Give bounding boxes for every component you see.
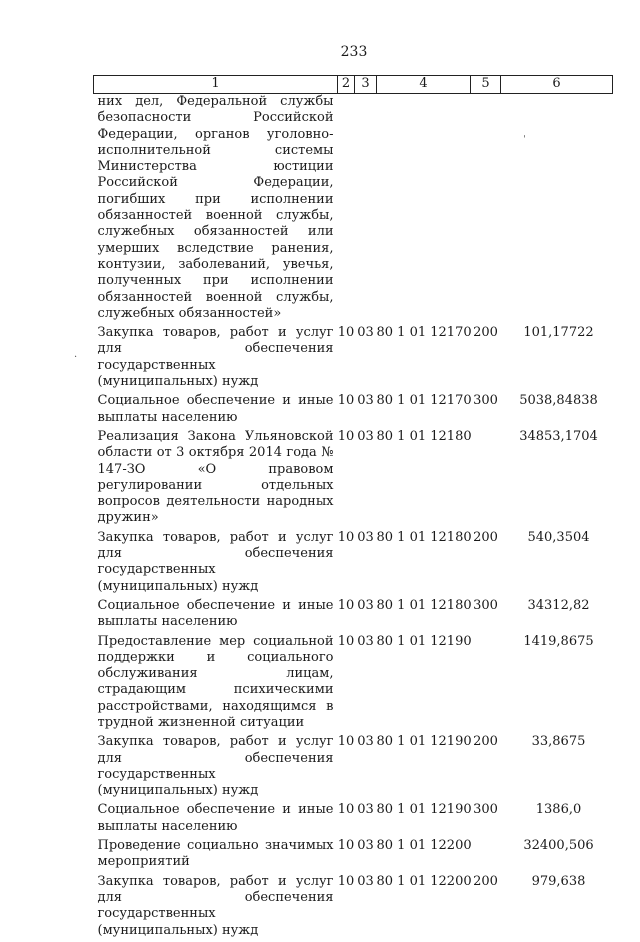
scan-speck: ˌ [523, 128, 526, 139]
cell-vr: 300 [473, 802, 498, 818]
cell-vr: 200 [473, 873, 498, 889]
cell-name: Закупка товаров, работ и услуг для обеспечения государственных (муниципальных) нужд [97, 873, 334, 938]
cell-sum: 32400,506 [523, 838, 594, 854]
cell-rz: 10 [337, 428, 355, 444]
cell-name: них дел, Федеральной службы безопасности Российской Федерации, органов уголовно-исполнительной системы Министерства юстиции Российской Федерации, погибших при исполнении обязанностей военной службы, служебных обязанностей или умерших вследствие ранения, контузии, заболеваний, увечья, полученных при исполнении обязанностей военной службы, служебных обязанностей» [97, 94, 334, 321]
cell-csr: 80 1 01 12190 [376, 734, 472, 750]
cell-csr: 80 1 01 12180 [376, 428, 472, 444]
table-row [94, 94, 613, 326]
cell-vr [471, 838, 501, 874]
cell-rz: 10 [337, 873, 355, 889]
header-col-3: 3 [355, 76, 377, 94]
cell-pr: 03 [357, 873, 374, 889]
cell-pr: 03 [357, 734, 374, 750]
table-row [94, 634, 613, 735]
cell-rz: 10 [337, 529, 355, 545]
cell-sum: 540,3504 [527, 529, 590, 545]
cell-rz: 10 [337, 734, 355, 750]
header-col-4: 4 [377, 76, 471, 94]
cell-csr: 80 1 01 12170 [376, 325, 472, 341]
cell-vr: 200 [473, 734, 498, 750]
cell-vr: 200 [473, 325, 498, 341]
cell-name: Закупка товаров, работ и услуг для обеспечения государственных (муниципальных) нужд [97, 325, 334, 390]
cell-sum: 101,17722 [523, 325, 594, 341]
cell-pr: 03 [357, 393, 374, 409]
cell-pr: 03 [357, 802, 374, 818]
cell-csr: 80 1 01 12190 [376, 633, 472, 649]
cell-csr: 80 1 01 12180 [376, 597, 472, 613]
cell-sum: 979,638 [531, 873, 586, 889]
header-col-2: 2 [338, 76, 355, 94]
cell-name: Закупка товаров, работ и услуг для обеспечения государственных (муниципальных) нужд [97, 529, 334, 594]
table-row [94, 530, 613, 598]
cell-name: Предоставление мер социальной поддержки и социального обслуживания лицам, страдающим психическими расстройствами, находящимся в трудной жизненной ситуации [97, 633, 334, 730]
table-row [94, 598, 613, 634]
cell-name: Закупка товаров, работ и услуг для обеспечения государственных (муниципальных) нужд [97, 734, 334, 799]
cell-csr: 80 1 01 12180 [376, 529, 472, 545]
cell-sum: 34853,1704 [519, 428, 598, 444]
cell-pr: 03 [357, 325, 374, 341]
cell-csr: 80 1 01 12190 [376, 802, 472, 818]
table-header-row [94, 76, 613, 94]
scan-speck: · [74, 352, 78, 363]
cell-vr: 200 [473, 529, 498, 545]
cell-pr: 03 [357, 529, 374, 545]
table-row [94, 802, 613, 838]
cell-name: Проведение социально значимых мероприятий [97, 838, 334, 870]
cell-pr: 03 [357, 597, 374, 613]
table-row [94, 838, 613, 874]
table-row [94, 429, 613, 530]
cell-name: Социальное обеспечение и иные выплаты населению [97, 597, 334, 630]
table-row [94, 393, 613, 429]
cell-csr: 80 1 01 12170 [376, 393, 472, 409]
cell-name: Социальное обеспечение и иные выплаты населению [97, 802, 334, 834]
table-body [94, 94, 613, 942]
cell-name: Реализация Закона Ульяновской области от 3 октября 2014 года № 147-ЗО «О правовом регулировании отдельных вопросов деятельности народных дружин» [97, 428, 334, 526]
cell-pr: 03 [357, 838, 374, 854]
cell-csr: 80 1 01 12200 [376, 838, 472, 854]
cell-pr: 03 [357, 428, 374, 444]
cell-sum: 1419,8675 [523, 633, 594, 649]
cell-vr [471, 429, 501, 530]
cell-pr: 03 [357, 633, 374, 649]
cell-vr [471, 634, 501, 735]
cell-rz: 10 [337, 802, 355, 818]
cell-sum: 1386,0 [535, 802, 582, 818]
table-row [94, 325, 613, 393]
cell-csr: 80 1 01 12200 [376, 873, 472, 889]
cell-vr: 300 [473, 597, 498, 613]
cell-rz: 10 [337, 838, 355, 854]
budget-table [93, 75, 613, 942]
cell-name: Социальное обеспечение и иные выплаты населению [97, 393, 334, 425]
cell-rz: 10 [337, 393, 355, 409]
cell-vr [471, 94, 501, 326]
page-number: 233 [340, 44, 368, 60]
table-row [94, 874, 613, 942]
cell-rz: 10 [337, 633, 355, 649]
header-col-5: 5 [471, 76, 501, 94]
cell-rz: 10 [337, 325, 355, 341]
cell-sum: 5038,84838 [519, 393, 598, 409]
cell-vr: 300 [473, 393, 498, 409]
cell-sum [501, 94, 613, 326]
header-col-1: 1 [94, 76, 338, 94]
cell-rz [338, 94, 355, 326]
cell-sum: 34312,82 [527, 597, 590, 613]
table-row [94, 734, 613, 802]
cell-pr [355, 94, 377, 326]
header-col-6: 6 [501, 76, 613, 94]
cell-sum: 33,8675 [531, 734, 586, 750]
cell-csr [377, 94, 471, 326]
cell-rz: 10 [337, 597, 355, 613]
